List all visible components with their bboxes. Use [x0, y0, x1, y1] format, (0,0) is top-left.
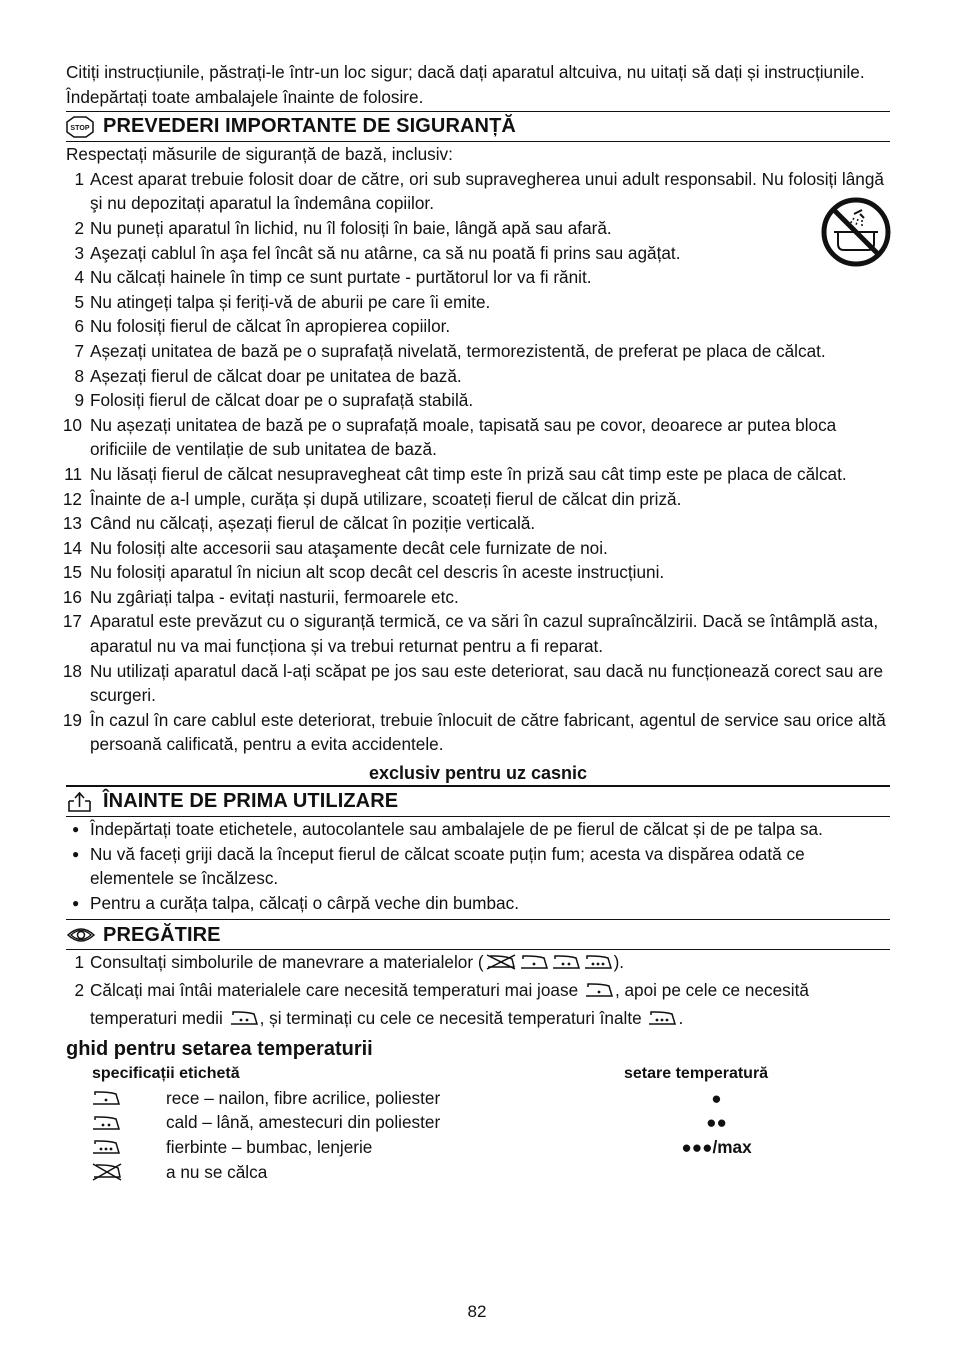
safety-item [62, 413, 890, 462]
item-number: 13 [62, 513, 82, 534]
prep-item-1-text-b: ). [613, 952, 625, 973]
prep-item-2-text-b: , apoi pe cele ce necesită temperaturi medii [90, 980, 809, 1028]
iron-two-dots-icon [66, 1114, 166, 1132]
safety-item-text: Aşezați cablul în aşa fel încât să nu atârne, ca să nu poată fi prins sau agățat. [90, 242, 681, 263]
safety-item-text: Nu folosiți fierul de călcat în apropierea copiilor. [90, 316, 451, 337]
iron-one-dot-icon [583, 981, 615, 1006]
first-use-list [66, 817, 890, 915]
safety-item-text: Nu lăsați fierul de călcat nesupravegheat cât timp este în priză sau cât timp este pe placa de călcat. [90, 463, 847, 484]
iron-crossed-icon [66, 1162, 166, 1182]
prep-item-2-text-a: Călcați mai întâi materialele care necesită temperaturi mai joase [90, 980, 583, 1000]
guide-row [66, 1135, 890, 1160]
first-use-item: ● Pentru a curăța talpa, călcați o cârpă veche din bumbac. [66, 891, 890, 916]
first-use-item: ● Nu vă faceți griji dacă la început fierul de călcat scoate puțin fum; acesta va dispărea odată ce elementele se încălzesc. [66, 842, 890, 891]
item-number: 14 [62, 537, 82, 558]
guide-setting: ●● [706, 1112, 727, 1133]
item-number: 9 [74, 390, 84, 411]
safety-item-text: Nu folosiți alte accesorii sau ataşamente decât cele furnizate de noi. [90, 537, 608, 558]
safety-item-text: Nu atingeți talpa și feriți-vă de aburii pe care îi emite. [90, 291, 491, 312]
iron-three-dots-icon [66, 1138, 166, 1156]
safety-item-text: Nu utilizați aparatul dacă l-ați scăpat pe jos sau este deteriorat, sau dacă nu funcționează corect sau are scurgeri. [90, 660, 883, 706]
safety-item-text: Așezați fierul de călcat doar pe unitatea de bază. [90, 365, 462, 386]
safety-item [62, 511, 890, 536]
prep-heading [66, 919, 890, 950]
safety-item [66, 265, 890, 290]
unpack-icon [66, 791, 96, 813]
item-number: 16 [62, 586, 82, 607]
prep-item-2 [66, 978, 890, 1033]
guide-setting: ● [711, 1087, 722, 1108]
item-number: 2 [74, 980, 84, 1000]
guide-description: cald – lână, amestecuri din poliester [166, 1112, 441, 1133]
safety-item-text: Folosiți fierul de călcat doar pe o suprafață stabilă. [90, 390, 474, 411]
guide-rows [66, 1086, 890, 1184]
safety-item-text: Nu puneți aparatul în lichid, nu îl folosiți în baie, lângă apă sau afară. [90, 217, 612, 238]
first-use-item: ● Îndepărtați toate etichetele, autocolantele sau ambalajele de pe fierul de călcat și de pe talpa sa. [66, 817, 890, 842]
item-number: 11 [64, 463, 82, 484]
item-number: 17 [62, 611, 82, 632]
guide-row [66, 1160, 890, 1185]
safety-lead: Respectați măsurile de siguranță de bază, inclusiv: [66, 144, 453, 165]
safety-item [66, 339, 890, 364]
safety-item-text: Nu folosiți aparatul în niciun alt scop decât cel descris în aceste instrucțiuni. [90, 562, 665, 583]
safety-item [62, 585, 890, 610]
safety-item-text: Așezați unitatea de bază pe o suprafață nivelată, termorezistentă, de preferat pe placa de călcat. [90, 340, 826, 361]
safety-item [66, 216, 890, 241]
safety-item [66, 364, 890, 389]
iron-crossed-icon [484, 953, 518, 978]
safety-item-text: Nu călcați hainele în timp ce sunt purtate - purtătorul lor va fi rănit. [90, 267, 592, 288]
iron-one-dot-icon [66, 1089, 166, 1107]
iron-three-dots-icon [646, 1009, 678, 1034]
safety-item-text: Aparatul este prevăzut cu o siguranță termică, ce va sări în cazul supraîncălzirii. Dacă se întâmplă asta, aparatul nu va mai funcționa și va trebui returnat pentru a fi reparat. [90, 611, 879, 657]
guide-description: fierbinte – bumbac, lenjerie [166, 1136, 373, 1157]
safety-item [66, 241, 890, 266]
safety-item [62, 659, 890, 708]
guide-col-label: specificații etichetă [92, 1064, 240, 1082]
safety-item [66, 314, 890, 339]
iron-two-dots-icon [228, 1009, 260, 1034]
item-number: 1 [74, 952, 84, 973]
eye-icon [66, 924, 96, 946]
safety-item-text: Nu așezați unitatea de bază pe o suprafață moale, tapisată sau pe covor, deoarece ar putea bloca orificiile de ventilație de sub unitatea de bază. [90, 414, 837, 460]
item-number: 19 [62, 709, 82, 730]
prep-title: PREGĂTIRE [103, 923, 221, 946]
item-number: 10 [62, 414, 82, 435]
guide-description: a nu se călca [166, 1161, 268, 1182]
safety-heading [66, 111, 890, 142]
guide-col-setting: setare temperatură [624, 1064, 769, 1082]
guide-header [66, 1062, 890, 1086]
svg-text:STOP: STOP [70, 124, 90, 132]
item-number: 6 [74, 316, 84, 337]
safety-item [66, 290, 890, 315]
item-number: 2 [74, 217, 84, 238]
guide-title: ghid pentru setarea temperaturii [66, 1038, 373, 1061]
safety-item [62, 609, 890, 658]
safety-item [62, 536, 890, 561]
safety-item-text: În cazul în care cablul este deteriorat, trebuie înlocuit de către fabricant, agentul de service sau orice altă persoană calificată, pentru a evita accidentele. [90, 709, 886, 755]
page-content [62, 60, 890, 1184]
safety-item-text: Acest aparat trebuie folosit doar de către, ori sub supravegherea unui adult responsabil. Nu folosiți lângă şi nu depozitați aparatul la îndemâna copiilor. [90, 168, 884, 214]
intro-text: Citiți instrucțiunile, păstrați-le într-un loc sigur; dacă dați aparatul altcuiva, nu uitați să dați și instrucțiunile. Îndepărtați toate ambalajele înainte de folosire. [66, 62, 865, 107]
item-number: 3 [74, 242, 84, 263]
safety-item-text: Înainte de a-l umple, curăța și după utilizare, scoateți fierul de călcat din priză. [90, 488, 682, 509]
safety-item [62, 487, 890, 512]
item-number: 4 [74, 267, 84, 288]
prep-item-1 [66, 950, 890, 978]
safety-list [62, 167, 890, 757]
safety-item-text: Nu zgâriați talpa - evitați nasturii, fermoarele etc. [90, 586, 459, 607]
guide-row [66, 1086, 890, 1111]
iron-three-dots-icon [582, 953, 614, 978]
guide-description: rece – nailon, fibre acrilice, poliester [166, 1087, 441, 1108]
prep-item-1-text-a: Consultați simbolurile de manevrare a materialelor ( [90, 952, 484, 973]
item-number: 8 [74, 365, 84, 386]
iron-two-dots-icon [550, 953, 582, 978]
item-number: 1 [74, 168, 84, 189]
stop-icon [66, 116, 96, 138]
safety-item [66, 167, 890, 216]
item-number: 5 [74, 291, 84, 312]
safety-item [66, 462, 890, 487]
page-number: 82 [467, 1302, 487, 1321]
household-note: exclusiv pentru uz casnic [368, 763, 588, 784]
guide-row [66, 1110, 890, 1135]
prep-list [66, 950, 890, 1033]
safety-item [62, 708, 890, 757]
no-bath-icon [820, 196, 892, 275]
guide-setting: ●●●/max [681, 1136, 752, 1157]
safety-item [66, 388, 890, 413]
item-number: 18 [62, 660, 82, 681]
safety-title: PREVEDERI IMPORTANTE DE SIGURANȚĂ [103, 115, 516, 138]
item-number: 12 [62, 488, 82, 509]
first-use-title: ÎNAINTE DE PRIMA UTILIZARE [103, 790, 399, 813]
prep-item-2-text-d: . [678, 1007, 684, 1028]
prep-item-2-text-c: , și terminați cu cele ce necesită temperaturi înalte [259, 1007, 647, 1028]
safety-item-text: Când nu călcați, așezați fierul de călcat în poziție verticală. [90, 513, 536, 534]
safety-item [62, 560, 890, 585]
item-number: 15 [62, 562, 82, 583]
first-use-heading [66, 785, 890, 817]
iron-one-dot-icon [518, 953, 550, 978]
item-number: 7 [74, 340, 84, 361]
